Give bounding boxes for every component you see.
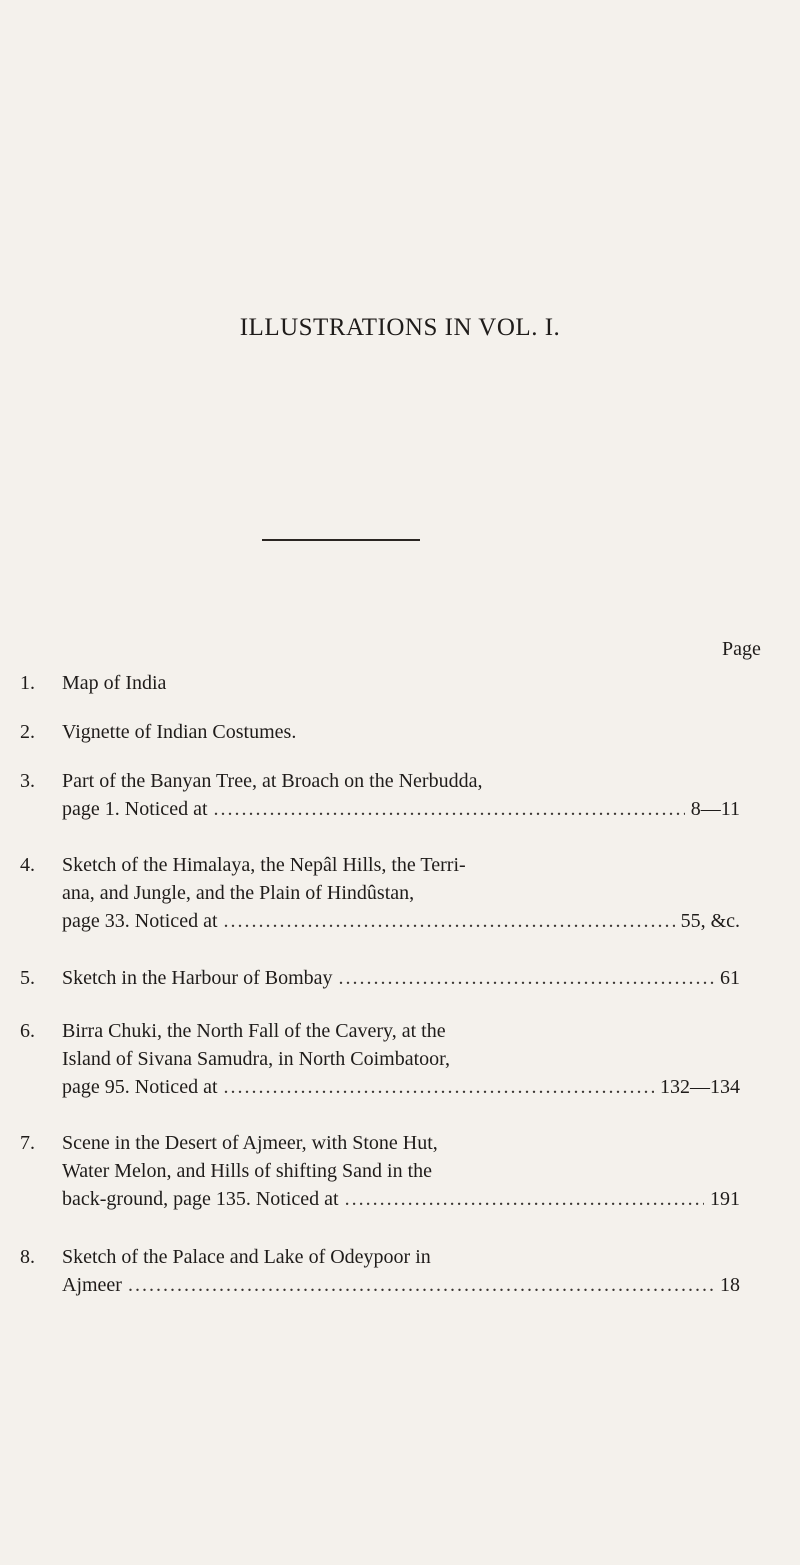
entry-text: Birra Chuki, the North Fall of the Cavery, at the [62,1020,446,1042]
list-item [20,718,740,746]
entry-page: 61 [720,967,740,989]
dot-leader [224,907,675,935]
entry-text: Vignette of Indian Costumes. [62,721,297,743]
entry-number: 5. [20,967,35,989]
dot-leader [214,795,685,823]
page-title: ILLUSTRATIONS IN VOL. I. [239,314,561,341]
entry-text: Sketch of the Palace and Lake of Odeypoor in [62,1246,431,1268]
entry-number: 8. [20,1246,35,1268]
entry-page: 8—11 [690,798,740,820]
entry-text: page 1. Noticed at [62,798,208,820]
list-item [20,851,740,935]
entry-page: 55, &c. [680,910,740,932]
entry-number: 3. [20,770,35,792]
entry-page: 18 [720,1274,740,1296]
entry-number: 7. [20,1132,35,1154]
divider-rule [262,539,420,541]
list-item [20,1129,740,1213]
entry-number: 2. [20,721,35,743]
entry-number: 1. [20,672,35,694]
list-item [20,1243,740,1299]
entry-text: back-ground, page 135. Noticed at [62,1188,339,1210]
entry-text: Scene in the Desert of Ajmeer, with Stone Hut, [62,1132,438,1154]
dot-leader [339,964,715,992]
list-item [20,669,740,697]
list-item [20,1017,740,1101]
entry-text: Part of the Banyan Tree, at Broach on the Nerbudda, [62,770,483,792]
page-column-label: Page [722,638,761,660]
entry-text: page 95. Noticed at [62,1076,218,1098]
dot-leader [128,1271,714,1299]
entry-number: 6. [20,1020,35,1042]
entry-number: 4. [20,854,35,876]
list-item [20,767,740,823]
entry-text: Map of India [62,672,167,694]
dot-leader [224,1073,655,1101]
entry-page: 132—134 [660,1076,740,1098]
entry-text: Sketch in the Harbour of Bombay [62,967,333,989]
dot-leader [345,1185,704,1213]
entry-text: page 33. Noticed at [62,910,218,932]
entry-text: Island of Sivana Samudra, in North Coimbatoor, [62,1048,451,1070]
entry-page: 191 [710,1188,740,1210]
list-item [20,964,740,992]
entry-text: Water Melon, and Hills of shifting Sand in the [62,1160,432,1182]
entry-text: Ajmeer [62,1274,122,1296]
entry-text: Sketch of the Himalaya, the Nepâl Hills, the Terri- [62,854,466,876]
entry-text: ana, and Jungle, and the Plain of Hindûstan, [62,882,415,904]
